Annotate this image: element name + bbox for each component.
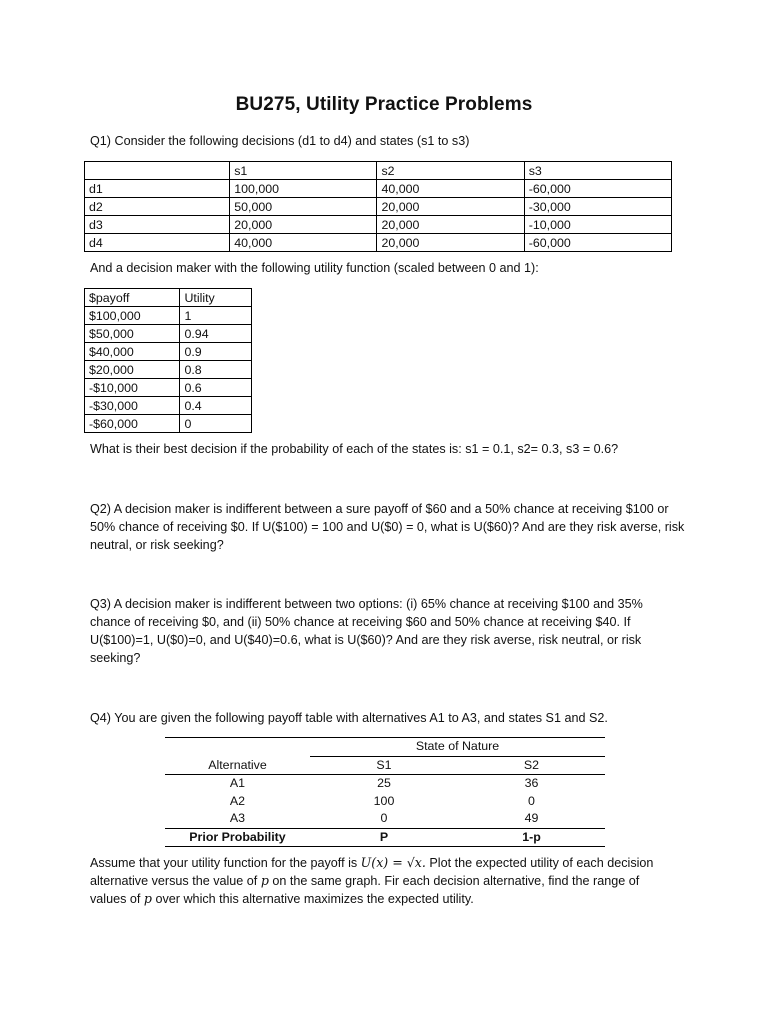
table-cell: 25 bbox=[377, 776, 391, 791]
table-cell: d2 bbox=[85, 198, 230, 216]
table-cell: $20,000 bbox=[85, 361, 180, 379]
table-header-row bbox=[85, 289, 252, 307]
q3-line: Q3) A decision maker is indifferent between two options: (i) 65% chance at receiving $100 and 35% bbox=[90, 597, 643, 611]
table-cell: P bbox=[310, 828, 458, 847]
table-header-cell: s2 bbox=[377, 162, 524, 180]
table-cell: 0.4 bbox=[180, 397, 252, 415]
table-row bbox=[85, 198, 672, 216]
table-header-cell bbox=[85, 162, 230, 180]
table-row bbox=[85, 180, 672, 198]
table-cell: 100 bbox=[373, 793, 395, 808]
q3-line: chance of receiving $0, and (ii) 50% chance at receiving $60 and 50% chance at receiving $40. If bbox=[90, 615, 631, 629]
table-cell: d1 bbox=[85, 180, 230, 198]
table-cell: 0 bbox=[310, 810, 458, 828]
table-cell: $100,000 bbox=[85, 307, 180, 325]
table-header-cell: S2 bbox=[458, 756, 605, 775]
table-cell: -60,000 bbox=[524, 234, 671, 252]
table-cell: 40,000 bbox=[230, 234, 377, 252]
table-cell: 40,000 bbox=[377, 180, 524, 198]
q1-intro: Q1) Consider the following decisions (d1 to d4) and states (s1 to s3) bbox=[90, 134, 470, 148]
table-header-cell: s1 bbox=[230, 162, 377, 180]
table-cell: 1-p bbox=[458, 828, 605, 847]
table-row bbox=[85, 343, 252, 361]
table-row bbox=[85, 379, 252, 397]
q2-line: 50% chance of receiving $0. If U($100) = 100 and U($0) = 0, what is U($60)? And are they risk averse, risk bbox=[90, 520, 685, 534]
table-header-cell: Alternative bbox=[165, 756, 310, 775]
table-cell: 0.94 bbox=[180, 325, 252, 343]
q1-utility-table bbox=[84, 288, 252, 433]
table-cell: 20,000 bbox=[377, 198, 524, 216]
q2-line: Q2) A decision maker is indifferent between a sure payoff of $60 and a 50% chance at receiving $100 or bbox=[90, 502, 669, 516]
table-cell: 50,000 bbox=[230, 198, 377, 216]
state-of-nature-header: State of Nature bbox=[310, 738, 605, 757]
table-cell: 0 bbox=[180, 415, 252, 433]
q4-line: values of p over which this alternative maximizes the expected utility. bbox=[90, 891, 474, 906]
table-group-header-row bbox=[165, 738, 605, 757]
table-header-cell: s3 bbox=[524, 162, 671, 180]
q1-question: What is their best decision if the probability of each of the states is: s1 = 0.1, s2= 0.3, s3 = 0.6? bbox=[90, 442, 619, 456]
table-cell: 0.9 bbox=[180, 343, 252, 361]
table-cell: 20,000 bbox=[230, 216, 377, 234]
table-row bbox=[85, 361, 252, 379]
q4-line: alternative versus the value of p on the same graph. Fir each decision alternative, find the range of bbox=[90, 873, 640, 888]
q4-line: Assume that your utility function for the payoff is U(x) = √x. Plot the expected utility of each decision bbox=[90, 855, 654, 870]
table-cell: d3 bbox=[85, 216, 230, 234]
q1-utility-intro: And a decision maker with the following utility function (scaled between 0 and 1): bbox=[90, 261, 539, 275]
table-header-row bbox=[165, 756, 605, 775]
q3-text bbox=[90, 595, 690, 667]
table-row bbox=[85, 397, 252, 415]
q3-line: seeking? bbox=[90, 651, 141, 665]
table-cell: -$30,000 bbox=[85, 397, 180, 415]
table-cell: 0.8 bbox=[180, 361, 252, 379]
table-cell: 20,000 bbox=[377, 234, 524, 252]
table-cell: 1 bbox=[180, 307, 252, 325]
table-cell: -$60,000 bbox=[85, 415, 180, 433]
table-cell: $40,000 bbox=[85, 343, 180, 361]
table-cell: 36 bbox=[524, 776, 539, 791]
q4-intro: Q4) You are given the following payoff table with alternatives A1 to A3, and states S1 and S2. bbox=[90, 711, 608, 725]
q3-line: U($100)=1, U($0)=0, and U($40)=0.6, what is U($60)? And are they risk averse, risk neutral, or risk bbox=[90, 633, 642, 647]
table-header-row bbox=[85, 162, 672, 180]
table-cell: 0 bbox=[528, 793, 535, 808]
table-cell: $50,000 bbox=[85, 325, 180, 343]
table-cell: -30,000 bbox=[524, 198, 671, 216]
table-row bbox=[85, 325, 252, 343]
table-cell: 20,000 bbox=[377, 216, 524, 234]
table-cell: -60,000 bbox=[524, 180, 671, 198]
table-header-cell: $payoff bbox=[85, 289, 180, 307]
table-cell: 49 bbox=[458, 810, 605, 828]
table-row bbox=[85, 216, 672, 234]
q4-instructions bbox=[90, 854, 690, 908]
table-cell: A1 bbox=[229, 776, 246, 791]
table-header-cell: S1 bbox=[310, 756, 458, 775]
prior-probability-row bbox=[165, 828, 605, 847]
table-row bbox=[85, 307, 252, 325]
table-row bbox=[85, 415, 252, 433]
table-cell: Prior Probability bbox=[165, 828, 310, 847]
page-title: BU275, Utility Practice Problems bbox=[235, 94, 533, 115]
q4-payoff-table bbox=[165, 737, 605, 847]
table-cell: A3 bbox=[165, 810, 310, 828]
table-row bbox=[165, 775, 605, 793]
q2-text bbox=[90, 500, 690, 554]
table-row bbox=[165, 810, 605, 828]
table-cell: -$10,000 bbox=[85, 379, 180, 397]
q2-line: neutral, or risk seeking? bbox=[90, 538, 224, 552]
table-cell: d4 bbox=[85, 234, 230, 252]
q1-payoff-table bbox=[84, 161, 672, 252]
table-cell: -10,000 bbox=[524, 216, 671, 234]
table-row bbox=[85, 234, 672, 252]
table-header-cell: Utility bbox=[180, 289, 252, 307]
table-cell: 100,000 bbox=[230, 180, 377, 198]
table-row bbox=[165, 793, 605, 811]
table-cell: A2 bbox=[229, 793, 246, 808]
utility-formula: U(x) = √x. bbox=[360, 855, 426, 870]
table-cell: 0.6 bbox=[180, 379, 252, 397]
